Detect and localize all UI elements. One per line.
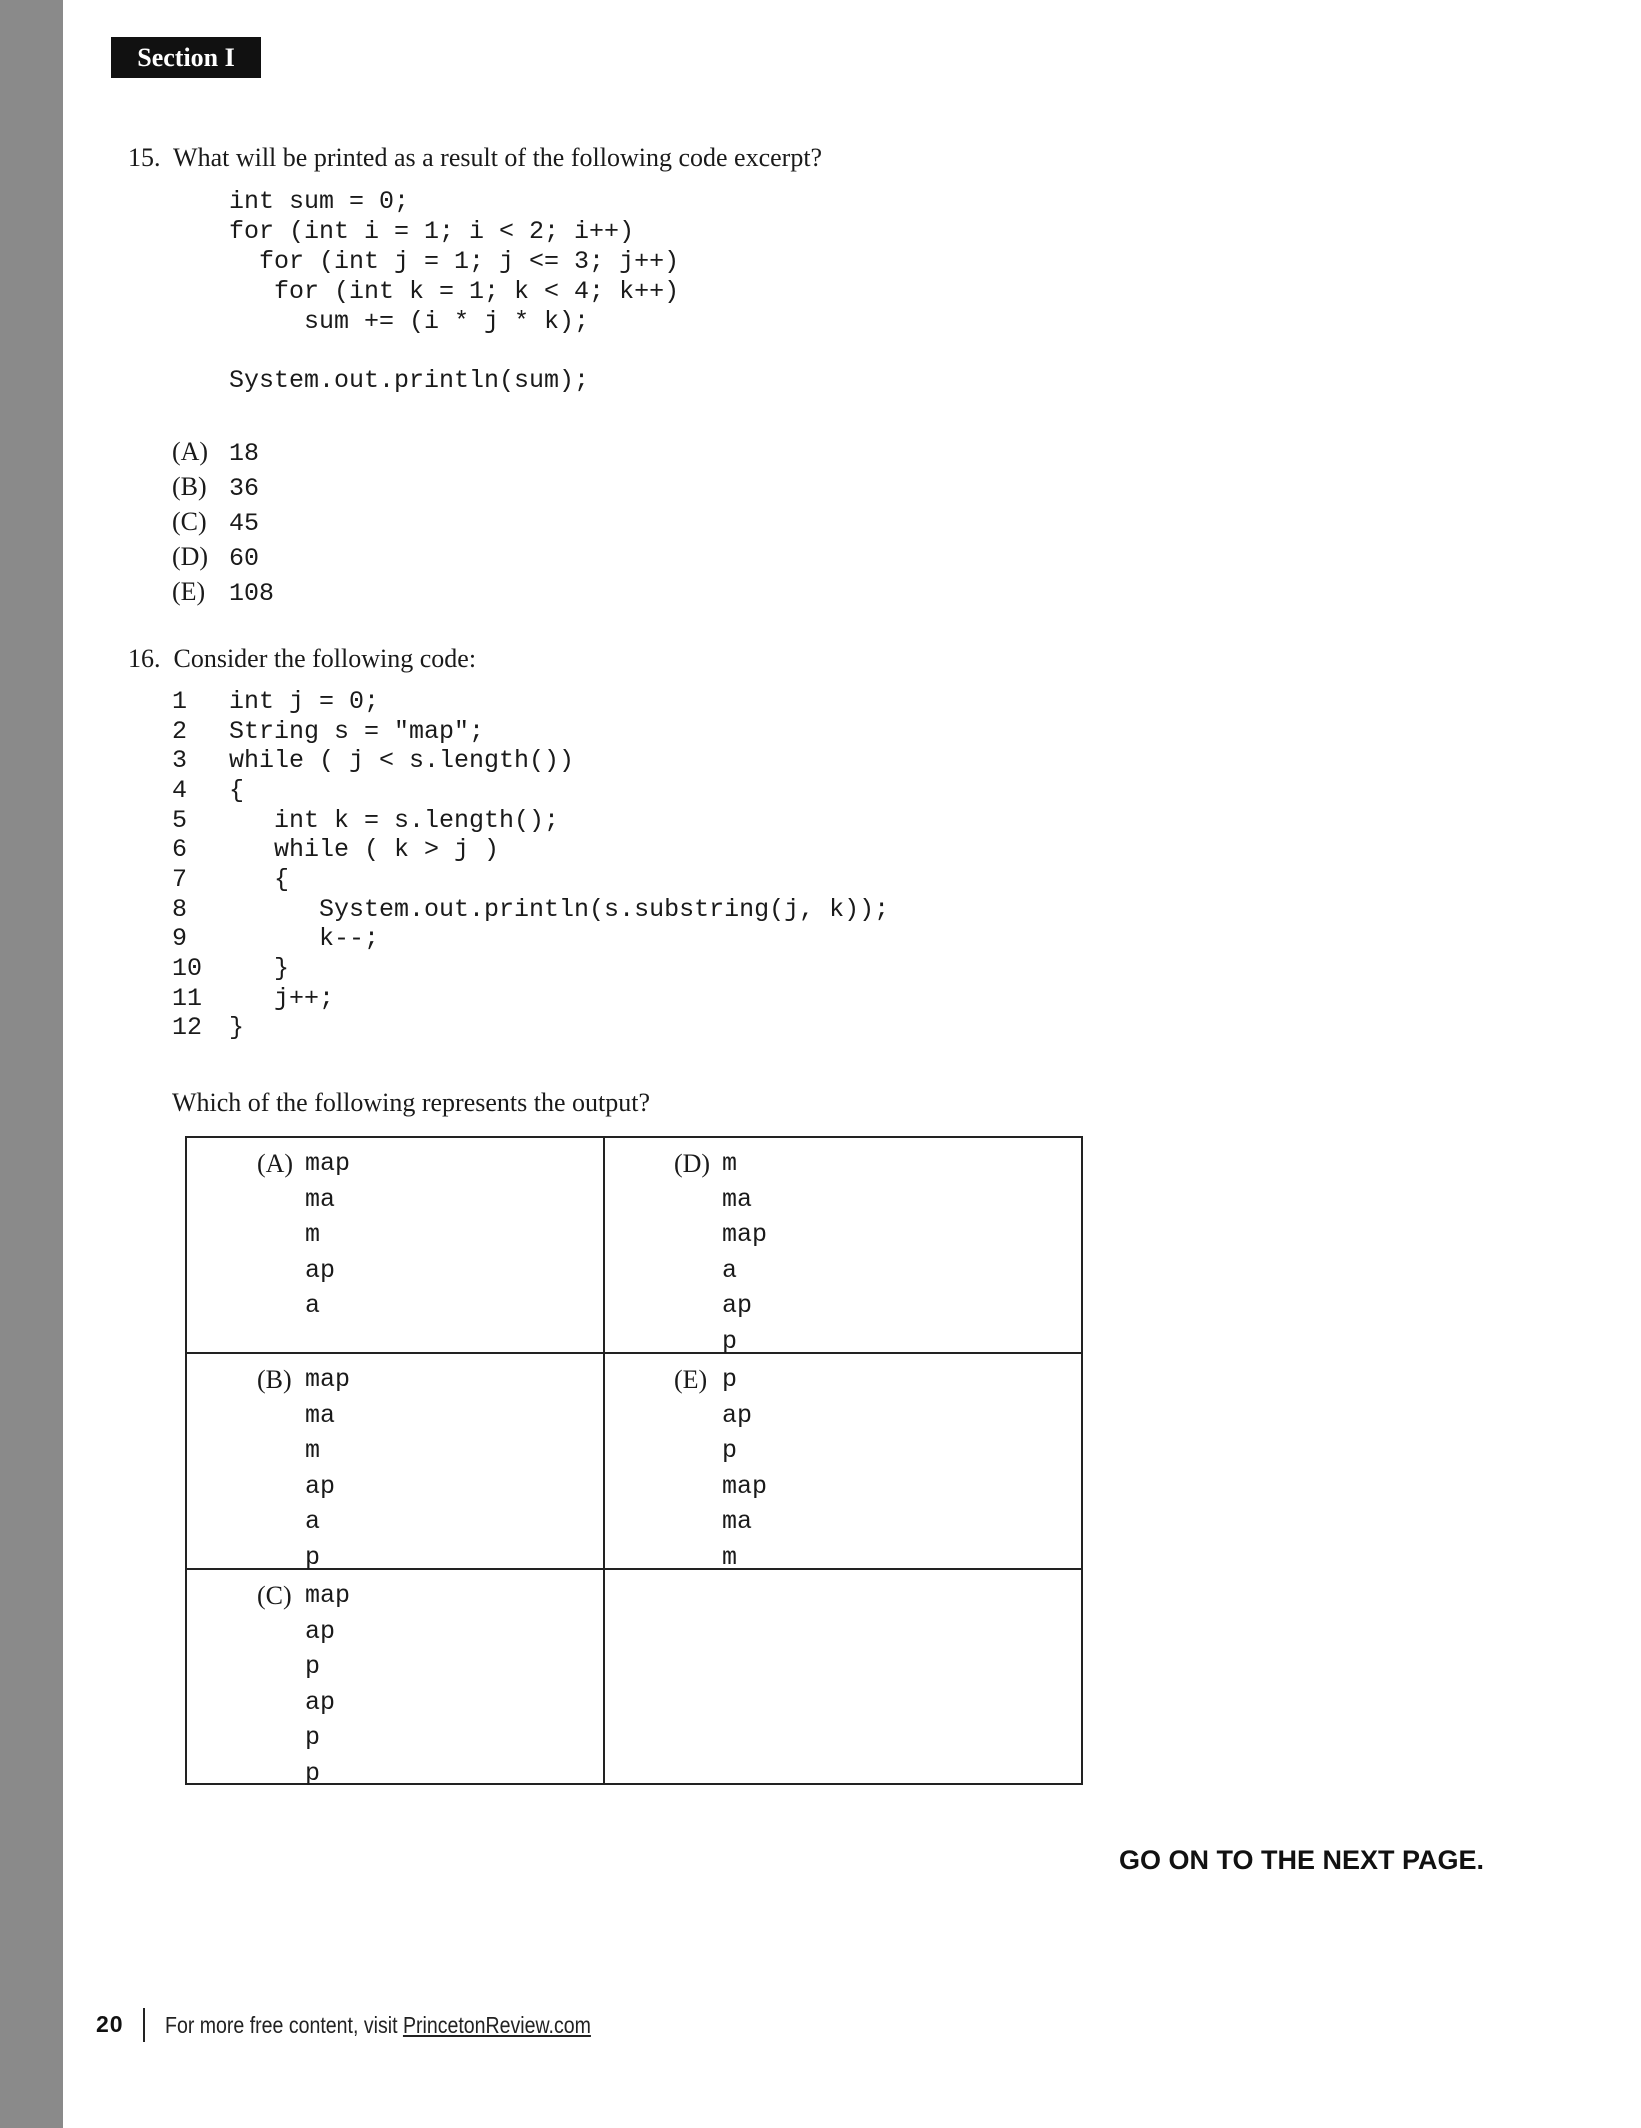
- code-line: 8 System.out.println(s.substring(j, k));: [172, 895, 890, 924]
- output-line: p: [722, 1436, 738, 1465]
- option-c-label: (C): [257, 1581, 292, 1610]
- option-d-cell: [604, 1137, 1082, 1356]
- output-line: ap: [305, 1471, 336, 1501]
- output-line: a: [305, 1507, 321, 1536]
- code-line: 1 int j = 0;: [172, 687, 380, 716]
- code-line: for (int k = 1; k < 4; k++): [229, 277, 680, 306]
- choice-d: (D) 60: [172, 542, 260, 573]
- output-prompt: Which of the following represents the output?: [172, 1088, 650, 1117]
- output-line: m: [305, 1436, 321, 1465]
- option-a-cell: [186, 1137, 604, 1353]
- output-line: ma: [722, 1184, 753, 1214]
- section-tab: Section I: [111, 37, 261, 78]
- option-c-cell: [186, 1569, 604, 1788]
- code-line: for (int j = 1; j <= 3; j++): [229, 247, 680, 276]
- empty-cell: [604, 1569, 1082, 1784]
- output-line: a: [305, 1291, 321, 1320]
- choice-c: (C) 45: [172, 507, 260, 538]
- output-line: map: [305, 1149, 351, 1178]
- code-line: System.out.println(sum);: [229, 366, 590, 395]
- output-line: map: [305, 1365, 351, 1394]
- choice-b: (B) 36: [172, 472, 260, 503]
- question-stem: What will be printed as a result of the following code excerpt?: [173, 143, 823, 172]
- output-line: p: [722, 1326, 738, 1356]
- option-a-label: (A): [257, 1149, 294, 1178]
- left-margin-bar: [0, 0, 63, 2128]
- option-b-label: (B): [257, 1365, 292, 1394]
- output-line: ap: [305, 1616, 336, 1646]
- question-number: 15.: [128, 143, 161, 172]
- code-line: 7 {: [172, 865, 290, 894]
- question-15: [128, 143, 822, 173]
- output-line: m: [305, 1220, 321, 1249]
- output-line: p: [305, 1542, 321, 1572]
- code-line: 2 String s = "map";: [172, 717, 485, 746]
- code-line: for (int i = 1; i < 2; i++): [229, 217, 635, 246]
- output-line: p: [305, 1652, 321, 1681]
- code-line: 11 j++;: [172, 984, 335, 1013]
- output-line: ma: [305, 1400, 336, 1430]
- output-line: m: [722, 1149, 738, 1178]
- page-number: 20: [96, 2011, 124, 2037]
- output-line: p: [305, 1723, 321, 1752]
- code-line: 12 }: [172, 1013, 245, 1042]
- code-line: 9 k--;: [172, 924, 380, 953]
- output-line: p: [305, 1758, 321, 1788]
- option-d-label: (D): [674, 1149, 711, 1178]
- footer-link[interactable]: PrincetonReview.com: [402, 2012, 591, 2038]
- output-line: map: [305, 1581, 351, 1610]
- output-line: ma: [722, 1507, 753, 1536]
- choice-a: (A) 18: [172, 437, 260, 468]
- output-line: map: [722, 1471, 768, 1501]
- output-line: ap: [722, 1400, 753, 1430]
- option-b-cell: [186, 1353, 604, 1572]
- code-line: sum += (i * j * k);: [229, 307, 590, 336]
- output-line: map: [722, 1220, 768, 1249]
- code-line: 5 int k = s.length();: [172, 806, 560, 835]
- question-16: [128, 644, 476, 674]
- choice-e: (E) 108: [172, 577, 275, 608]
- output-line: ap: [722, 1291, 753, 1320]
- code-line: 6 while ( k > j ): [172, 835, 500, 864]
- footer-divider: [143, 2008, 145, 2042]
- output-line: ma: [305, 1184, 336, 1214]
- question-stem: Consider the following code:: [173, 644, 477, 673]
- footer-text: [165, 2012, 591, 2039]
- output-line: m: [722, 1542, 738, 1572]
- footer-caption: For more free content, visit: [165, 2012, 403, 2038]
- output-line: a: [722, 1255, 738, 1285]
- go-on-notice: GO ON TO THE NEXT PAGE.: [1119, 1845, 1485, 1875]
- question-number: 16.: [128, 644, 161, 673]
- output-line: ap: [305, 1687, 336, 1717]
- output-line: ap: [305, 1255, 336, 1285]
- output-line: p: [722, 1365, 738, 1394]
- code-line: int sum = 0;: [229, 187, 410, 216]
- option-e-cell: [604, 1353, 1082, 1572]
- code-line: 4 {: [172, 776, 245, 805]
- code-line: 3 while ( j < s.length()): [172, 746, 575, 775]
- option-e-label: (E): [674, 1365, 708, 1394]
- answer-table: [185, 1136, 1083, 1788]
- code-line: 10 }: [172, 954, 290, 983]
